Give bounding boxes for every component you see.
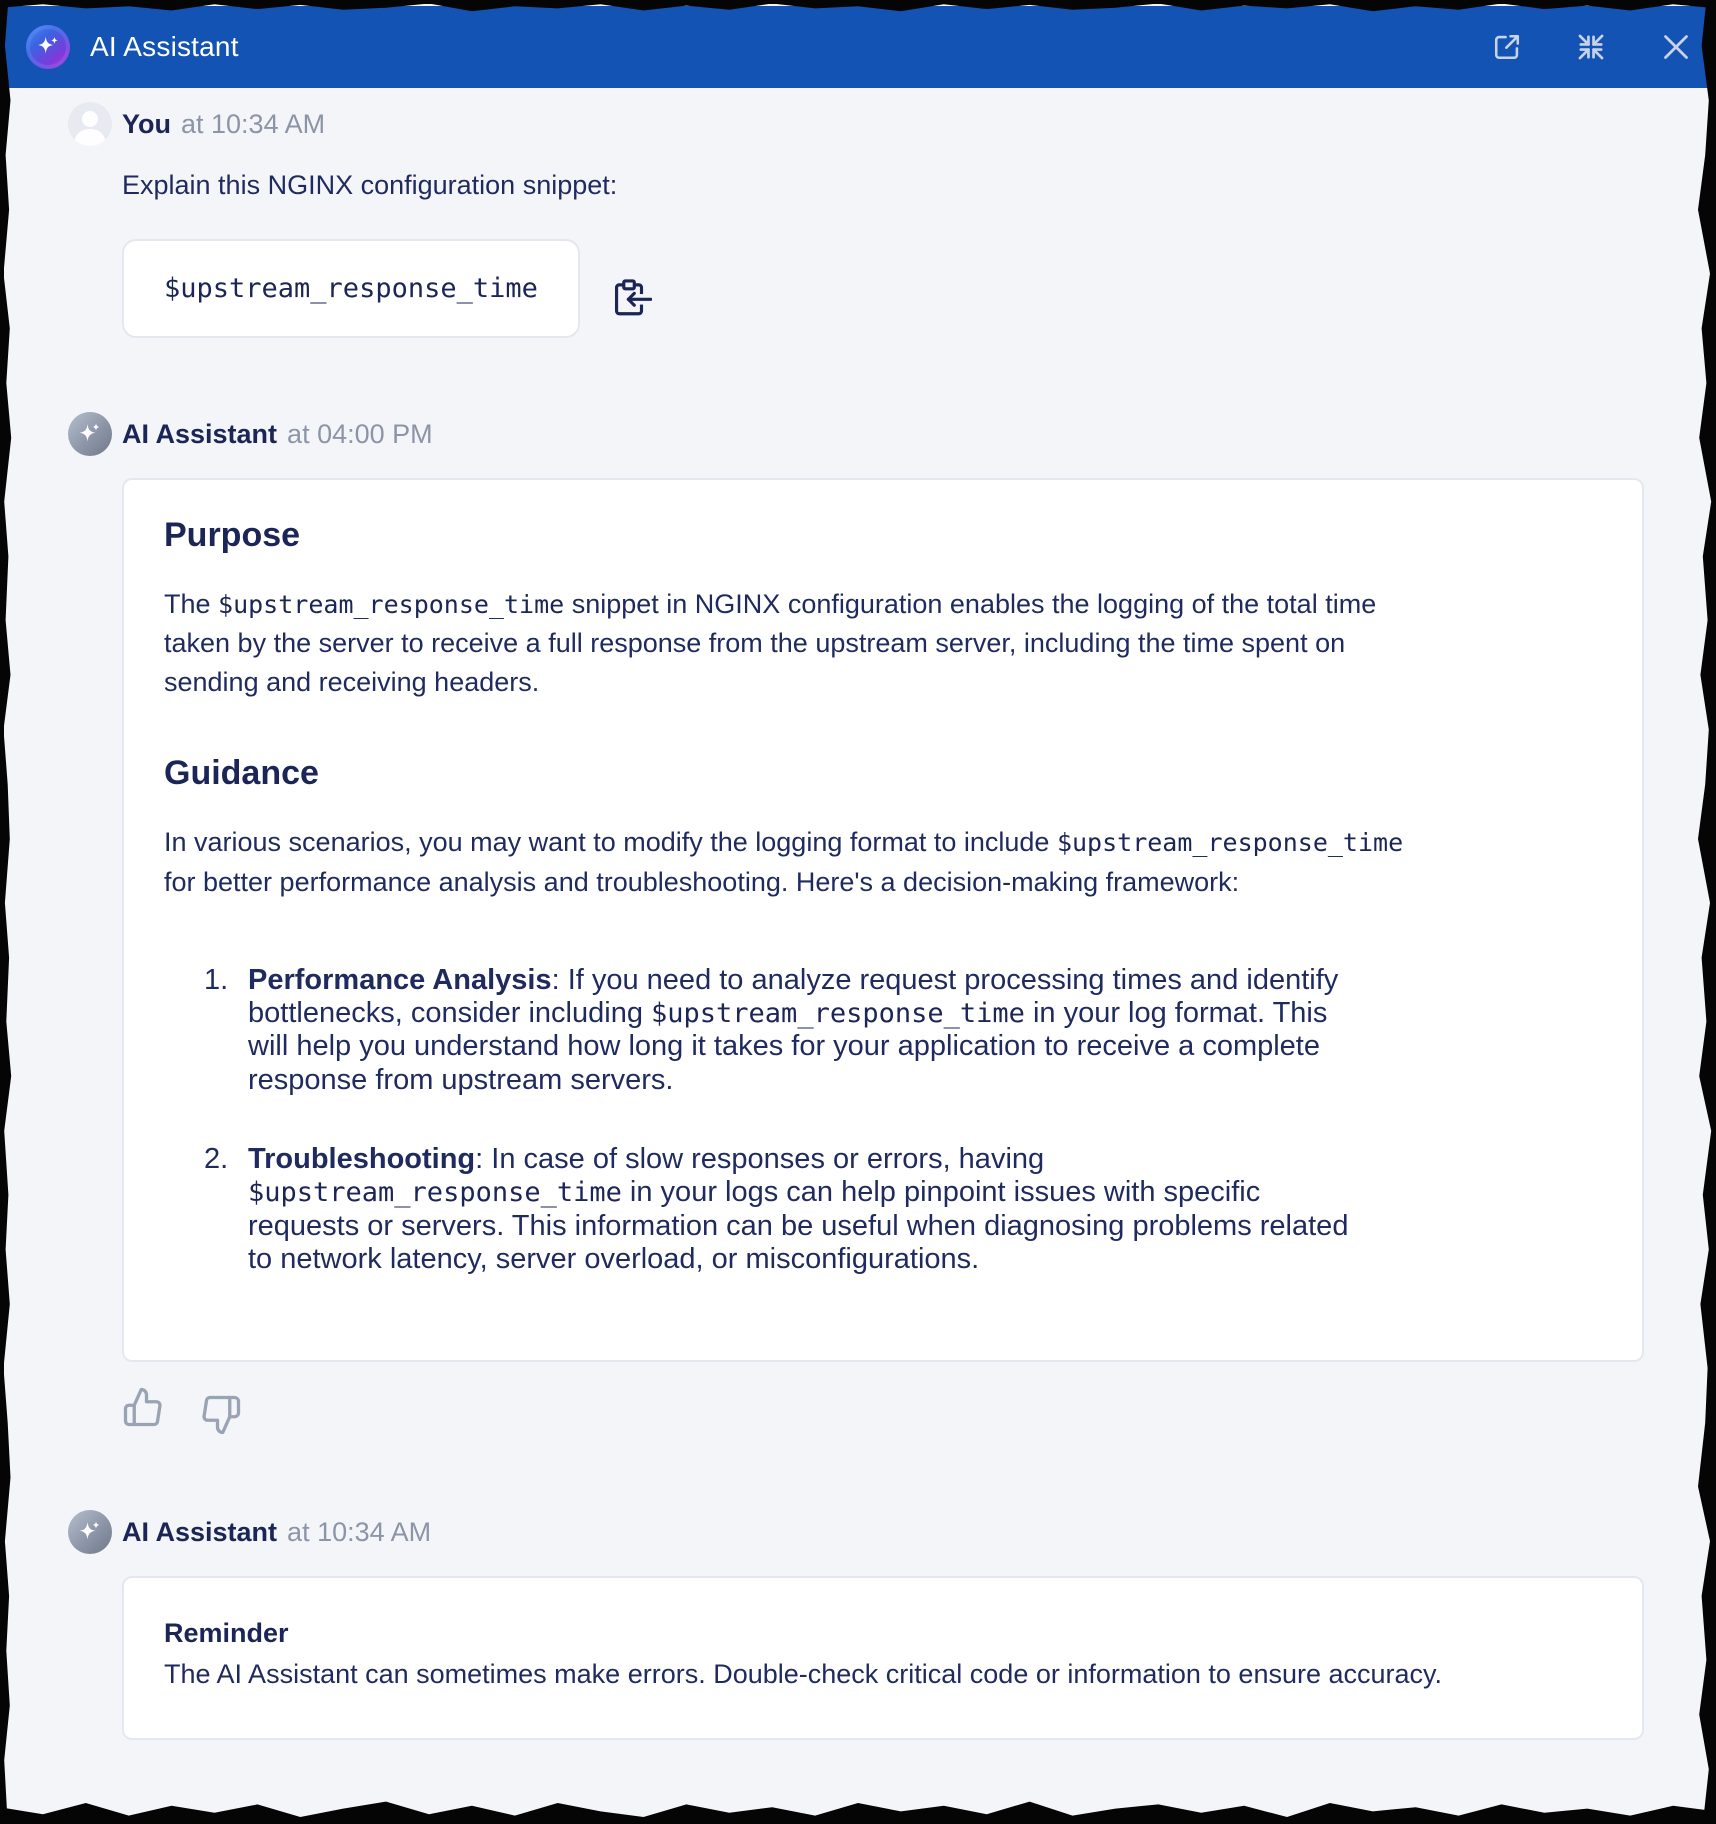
assistant-message-body bbox=[122, 1576, 1648, 1740]
message-timestamp: at 10:34 AM bbox=[287, 1516, 432, 1547]
user-avatar-icon bbox=[68, 102, 112, 146]
user-message-body bbox=[122, 170, 1648, 338]
sparkle-logo-icon bbox=[26, 25, 70, 69]
purpose-heading: Purpose bbox=[164, 516, 301, 554]
reminder-title: Reminder bbox=[164, 1618, 289, 1649]
ai-assistant-panel bbox=[4, 4, 1712, 1820]
code-snippet-box bbox=[122, 239, 580, 338]
user-message-header bbox=[68, 102, 1648, 146]
close-icon[interactable] bbox=[1654, 25, 1698, 69]
panel-title: AI Assistant bbox=[90, 31, 239, 62]
list-item: 2. Troubleshooting: In case of slow responses or errors, having $upstream_response_time in your logs can help pinpoint issues with specific requests or servers. This information can be useful when diagnosing problems related to network latency, server overload, or misconfigurations. bbox=[204, 1143, 1349, 1276]
code-snippet-row bbox=[122, 239, 1648, 338]
reminder-body: The AI Assistant can sometimes make errors. Double-check critical code or information to ensure accuracy. bbox=[164, 1659, 1443, 1690]
paste-code-icon[interactable] bbox=[610, 277, 652, 319]
assistant-reminder-message bbox=[68, 1510, 1648, 1740]
decision-framework-list bbox=[164, 964, 1582, 1277]
assistant-message-body bbox=[122, 478, 1648, 1436]
code-snippet-text: $upstream_response_time bbox=[164, 273, 538, 304]
thumbs-down-icon[interactable] bbox=[200, 1394, 242, 1436]
answer-card bbox=[122, 478, 1644, 1362]
title-bar-actions bbox=[1486, 25, 1698, 69]
title-bar bbox=[4, 6, 1712, 88]
message-timestamp: at 10:34 AM bbox=[181, 108, 326, 139]
chat-scroll-area[interactable] bbox=[4, 88, 1712, 1740]
purpose-paragraph: The $upstream_response_time snippet in NGINX configuration enables the logging of the total time taken by the server to receive a full response from the upstream server, including the time spent on sending and receiving headers. bbox=[164, 589, 1377, 698]
ai-avatar-icon bbox=[68, 412, 112, 456]
user-question-text: Explain this NGINX configuration snippet: bbox=[122, 170, 618, 200]
assistant-message bbox=[68, 412, 1648, 1436]
guidance-paragraph: In various scenarios, you may want to modify the logging format to include $upstream_response_time for better performance analysis and troubleshooting. Here's a decision-making framework: bbox=[164, 827, 1404, 897]
user-message bbox=[68, 102, 1648, 338]
inline-code: $upstream_response_time bbox=[218, 590, 565, 619]
inline-code: $upstream_response_time bbox=[1056, 828, 1404, 858]
open-in-new-window-icon[interactable] bbox=[1486, 26, 1528, 68]
guidance-heading: Guidance bbox=[164, 754, 319, 793]
message-author: AI Assistant bbox=[122, 1516, 278, 1547]
inline-code: $upstream_response_time bbox=[651, 998, 1025, 1030]
list-item: 1. Performance Analysis: If you need to analyze request processing times and identify bottlenecks, consider including $upstream_response_time in your log format. This will help you understand how long it takes for your application to receive a complete response from upstream servers. bbox=[204, 963, 1339, 1096]
feedback-row bbox=[122, 1386, 1648, 1436]
message-author: AI Assistant bbox=[122, 418, 278, 449]
assistant-message-header bbox=[68, 412, 1648, 456]
message-timestamp: at 04:00 PM bbox=[287, 418, 433, 449]
ai-avatar-icon bbox=[68, 1510, 112, 1554]
collapse-panel-icon[interactable] bbox=[1570, 26, 1612, 68]
reminder-card bbox=[122, 1576, 1644, 1740]
message-author: You bbox=[122, 108, 171, 139]
inline-code: $upstream_response_time bbox=[248, 1177, 622, 1209]
assistant-message-header bbox=[68, 1510, 1648, 1554]
thumbs-up-icon[interactable] bbox=[122, 1386, 164, 1436]
